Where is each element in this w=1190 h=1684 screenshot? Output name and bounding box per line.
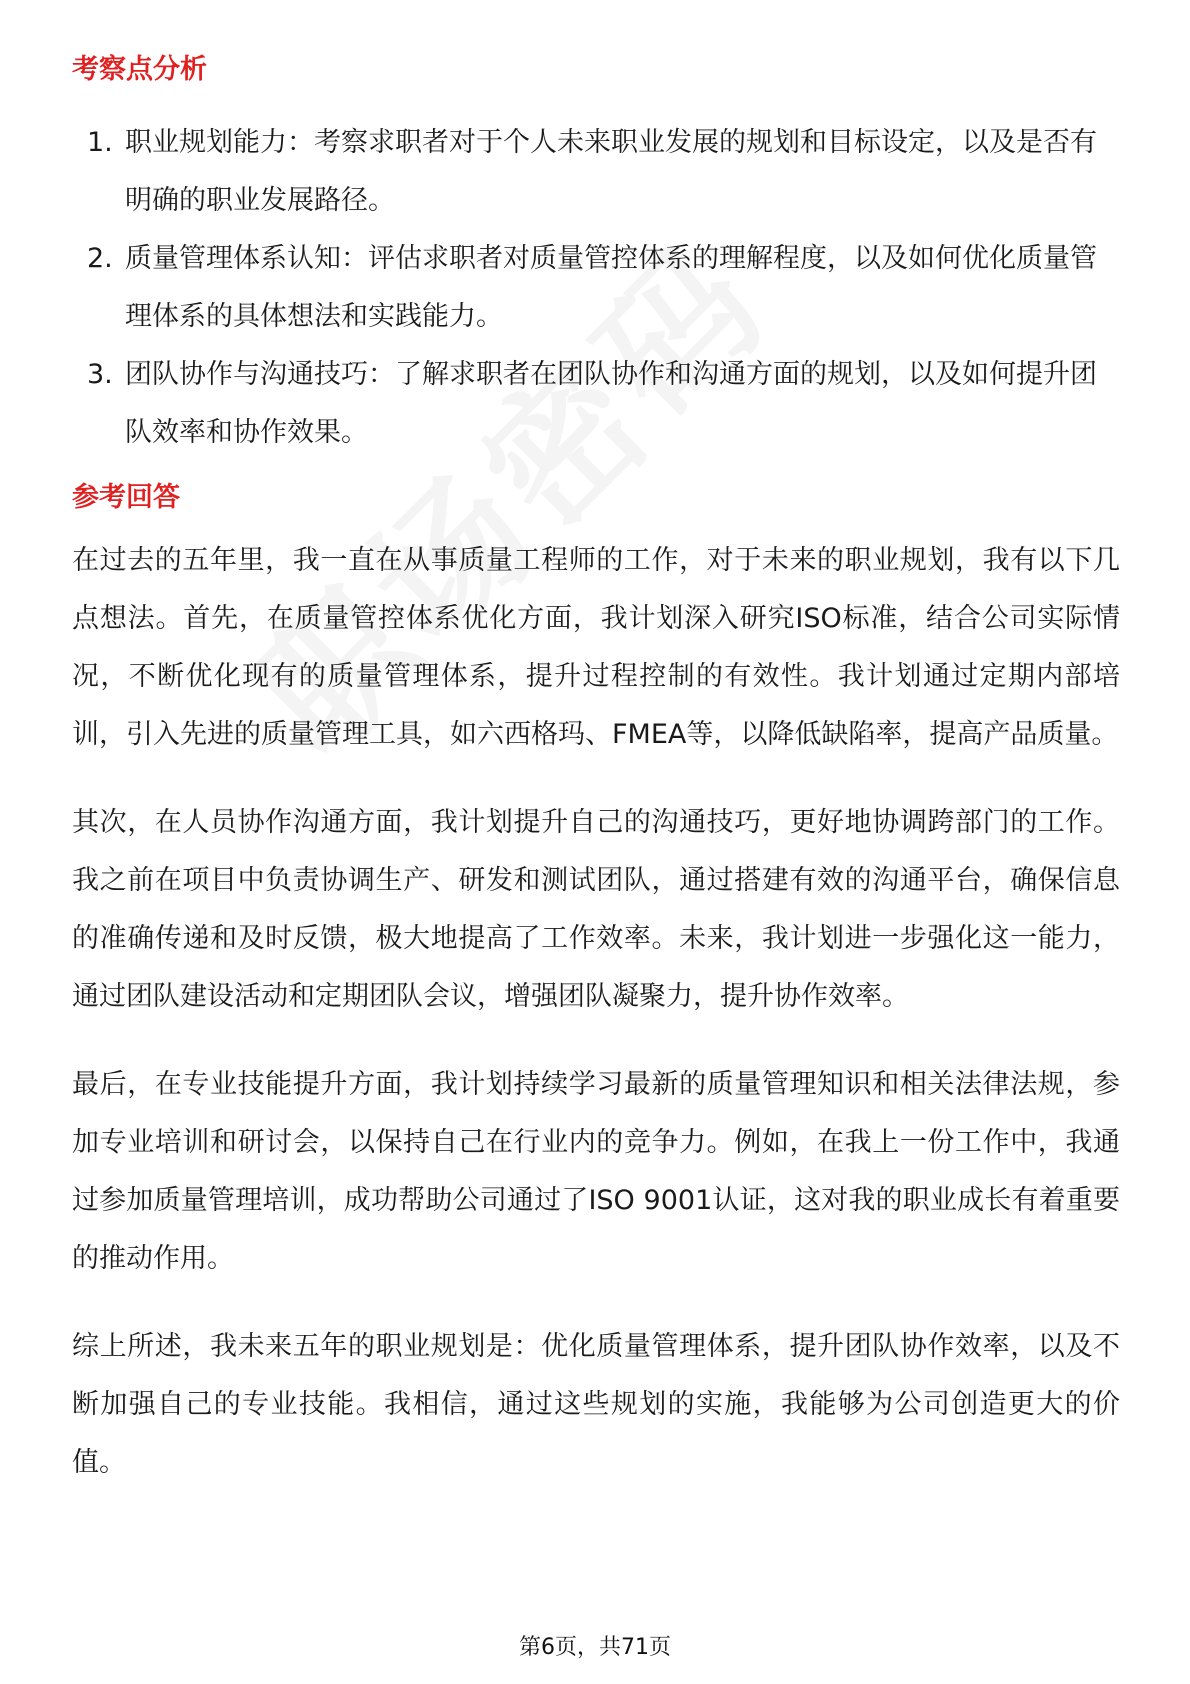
answer-heading: 参考回答 bbox=[72, 482, 180, 513]
answer-paragraph: 最后，在专业技能提升方面，我计划持续学习最新的质量管理知识和相关法律法规，参加专业培训和研讨会，以保持自己在行业内的竞争力。例如，在我上一份工作中，我通过参加质量管理培训，成功帮助公司通过了ISO 9001认证，这对我的职业成长有着重要的推动作用。 bbox=[72, 1069, 1120, 1274]
list-item-text: 质量管理体系认知：评估求职者对质量管控体系的理解程度，以及如何优化质量管理体系的具体想法和实践能力。 bbox=[125, 243, 1097, 332]
list-item-number: 3. bbox=[87, 359, 113, 390]
list-item bbox=[72, 114, 1120, 230]
list-item-number: 2. bbox=[87, 243, 113, 274]
answer-paragraph: 综上所述，我未来五年的职业规划是：优化质量管理体系，提升团队协作效率，以及不断加强自己的专业技能。我相信，通过这些规划的实施，我能够为公司创造更大的价值。 bbox=[72, 1331, 1120, 1478]
list-item bbox=[72, 346, 1120, 462]
page-content bbox=[72, 48, 1120, 1522]
analysis-heading: 考察点分析 bbox=[72, 54, 207, 85]
answer-paragraph: 其次，在人员协作沟通方面，我计划提升自己的沟通技巧，更好地协调跨部门的工作。我之前在项目中负责协调生产、研发和测试团队，通过搭建有效的沟通平台，确保信息的准确传递和及时反馈，极大地提高了工作效率。未来，我计划进一步强化这一能力，通过团队建设活动和定期团队会议，增强团队凝聚力，提升协作效率。 bbox=[72, 807, 1120, 1012]
page-number: 第6页，共71页 bbox=[519, 1635, 671, 1660]
answer-paragraph: 在过去的五年里，我一直在从事质量工程师的工作，对于未来的职业规划，我有以下几点想法。首先，在质量管控体系优化方面，我计划深入研究ISO标准，结合公司实际情况，不断优化现有的质量管理体系，提升过程控制的有效性。我计划通过定期内部培训，引入先进的质量管理工具，如六西格玛、FMEA等，以降低缺陷率，提高产品质量。 bbox=[72, 545, 1120, 750]
list-item bbox=[72, 230, 1120, 346]
list-item-text: 职业规划能力：考察求职者对于个人未来职业发展的规划和目标设定，以及是否有明确的职业发展路径。 bbox=[125, 127, 1097, 216]
list-item-text: 团队协作与沟通技巧：了解求职者在团队协作和沟通方面的规划，以及如何提升团队效率和协作效果。 bbox=[125, 359, 1097, 448]
analysis-points-list bbox=[72, 114, 1120, 462]
list-item-number: 1. bbox=[87, 127, 113, 158]
